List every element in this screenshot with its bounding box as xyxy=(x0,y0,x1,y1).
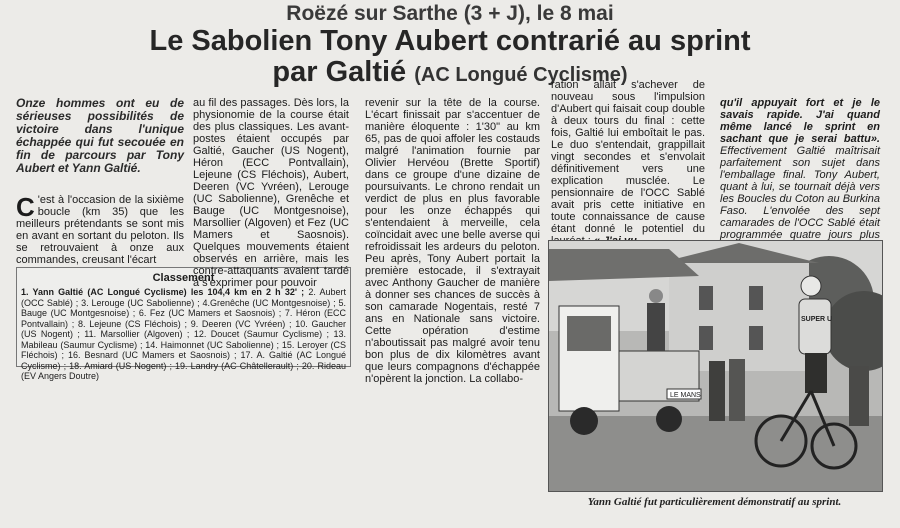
headline: Le Sabolien Tony Aubert contrarié au sprint xyxy=(149,25,751,57)
race-photo xyxy=(548,240,883,492)
dropcap: C xyxy=(16,192,35,222)
column-4-text: ration allait s'achever de nouveau sous l'impulsion d'Aubert qui faisait coup double à deux tours du final : cette fois, Galtié lui emboîtait le pas. Le duo s'entendait, grappillait vingt secondes et s'envolait définitivement vers une explication musclée. Le pensionnaire de l'OCC Sablé avait pris cette initiative en toute connaissance de cause étant donné le potentiel du xyxy=(551,79,705,235)
photo-caption: Yann Galtié fut particulièrement démonstratif au sprint. xyxy=(587,496,842,508)
column-5-quote: qu'il appuyait fort et je le savais rapide. J'ai quand même lancé le sprint en sachant que je serai battu». xyxy=(720,97,880,145)
photo-illustration xyxy=(549,241,882,491)
article-column-5 xyxy=(720,97,880,253)
column-1-text: 'est à l'occasion de la sixième boucle (km 35) que les meilleurs prétendants se sont mis en avant en sortant du peloton. Ils se retrouvaient à onze aux commandes, creusant l'écart xyxy=(16,194,184,266)
headline-line2 xyxy=(0,57,900,91)
classement-winner: 1. Yann Galtié (AC Longué Cyclisme) les 104,4 km en 2 h 32' ; xyxy=(21,287,305,297)
jersey-text: SUPER U xyxy=(801,316,833,323)
article-column-3: revenir sur la tête de la course. L'écart finissait par s'accentuer de manière éloquente : 1'30" au km 65, pas de quoi affoler les costauds malgré l'animation fournie par Olivier Hervéou (Brette Sportif) dans ce groupe d'une dizaine de poursuivants. Le chrono rendait un verdict de plus en plus favorable pour les onze échappés qui s'entendaient à merveille, cela coïncidait avec une belle averse qui refroidissait les ardeurs du peloton. Peu après, Tony Aubert portait la première estocade, il s'extrayait avec Anthony Gaucher de manière à donner ses chances de succès à son camarade Nogentais, resté 7 ans en Nationale sans victoire. Cette opération d'estime n'aboutissait pas malgré avoir tenu bon plus de dix kilomètres avant que leurs compagnons d'échappée n'opèrent la jonction. La collabo- xyxy=(365,97,540,385)
article-column-1 xyxy=(16,194,184,266)
headline-club: (AC Longué Cyclisme) xyxy=(414,64,628,86)
headline-line2-main: par Galtié xyxy=(272,56,407,88)
truck-plate-text: LE MANS xyxy=(670,392,701,399)
classement-title: Classement xyxy=(152,272,215,284)
column-5-text: Effectivement Galtié maîtrisait parfaitement son sujet dans l'emballage final. Tony Aubert, quant à lui, se tournait déjà vers les Boucles du Coton au Burkina Faso. L'envolée des sept camarades de l'OCC Sablé était programmée quatre jours plus xyxy=(720,145,880,241)
lead-paragraph: Onze hommes ont eu de sérieuses possibilités de victoire dans l'unique échappée qui fut secouée en fin de parcours par Tony Aubert et Yann Galtié. xyxy=(16,96,184,175)
article-column-4 xyxy=(551,79,705,247)
article-column-2: au fil des passages. Dès lors, la physionomie de la course était des plus classiques. Les avant-postes étaient occupés par Galtié, Gaucher (US Nogent), Héron (ECC Pontvallain), Lejeune (CS Fléchois), Aubert, Deeren (VC Yvréen), Lerouge (UC Sabolienne), Grenêche et Bauge (UC Montgesnoise), Marsollier (Algoven) et Fez (UC Mamers et Saosnois). Quelques mouvements étaient observés en arrière, mais les contre-attaquants avaient tardé à s'exprimer pour pouvoir xyxy=(193,97,349,289)
classement-rest: 2. Aubert (OCC Sablé) ; 3. Lerouge (UC Sabolienne) ; 4.Grenêche (UC Montgesnoise) ; 5. Bauge (UC Montgesnoise) ; 6. Fez (UC Mamers et Saosnois) ; 7. Héron (ECC Pontvallain) ; 8. Lejeune (CS Fléchois) ; 9. Deeren (VC Yvréen) ; 10. Gaucher (US Nogent) ; 11. Marsollier (Algoven) ; 12. Doucet (Saumur Cyclisme) ; 13. Mabileau (Saumur Cyclisme) ; 14. Haimonnet (UC Sabolienne) ; 15. Leroyer (CS Fléchois) ; 16. Besnard (UC Mamers et Saosnois) ; 17. A. Galtié (AC Longué Cyclisme) ; 18. Amiard (US Nogent) ; 19. Landry (AC Châtellerault) ; 20. Rideau (EV Angers Doutre) xyxy=(21,287,347,381)
supertitle: Roëzé sur Sarthe (3 + J), le 8 mai xyxy=(286,2,614,25)
classement-list xyxy=(17,284,350,382)
